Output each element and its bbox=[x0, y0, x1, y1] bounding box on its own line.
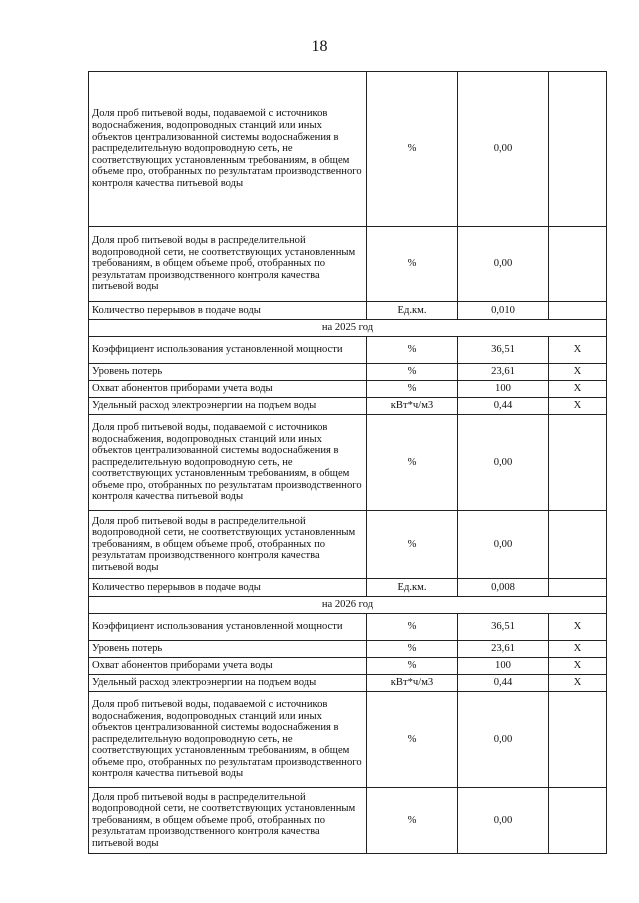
indicator-name: Охват абонентов приборами учета воды bbox=[89, 381, 367, 398]
indicator-name: Доля проб питьевой воды, подаваемой с источников водоснабжения, водопроводных станций или иных объектов централизованной системы водоснабжения в распределительную водопроводную сеть, не соответствующих установленным требованиям, в общем объеме про, отобранных по результатам производственного контроля качества питьевой воды bbox=[89, 72, 367, 227]
unit-cell: % bbox=[367, 227, 458, 302]
indicator-name: Количество перерывов в подаче воды bbox=[89, 302, 367, 320]
indicator-name: Коэффициент использования установленной мощности bbox=[89, 337, 367, 364]
value-cell: 0,00 bbox=[458, 692, 549, 788]
mark-cell bbox=[549, 227, 607, 302]
table-row bbox=[89, 614, 607, 641]
unit-cell: % bbox=[367, 72, 458, 227]
indicator-name: Удельный расход электроэнергии на подъем воды bbox=[89, 675, 367, 692]
indicator-name: Уровень потерь bbox=[89, 364, 367, 381]
unit-cell: % bbox=[367, 364, 458, 381]
value-cell: 100 bbox=[458, 381, 549, 398]
mark-cell: X bbox=[549, 614, 607, 641]
mark-cell bbox=[549, 415, 607, 511]
mark-cell: X bbox=[549, 381, 607, 398]
indicator-name: Количество перерывов в подаче воды bbox=[89, 579, 367, 597]
year-label: на 2025 год bbox=[89, 320, 607, 337]
indicator-name: Доля проб питьевой воды в распределительной водопроводной сети, не соответствующих установленным требованиям, в общем объеме проб, отобранных по результатам производственного контроля качества питьевой воды bbox=[89, 511, 367, 579]
value-cell: 36,51 bbox=[458, 614, 549, 641]
indicator-name: Уровень потерь bbox=[89, 641, 367, 658]
mark-cell: X bbox=[549, 364, 607, 381]
indicator-name: Удельный расход электроэнергии на подъем воды bbox=[89, 398, 367, 415]
value-cell: 0,44 bbox=[458, 675, 549, 692]
unit-cell: % bbox=[367, 692, 458, 788]
mark-cell: X bbox=[549, 337, 607, 364]
table-row bbox=[89, 415, 607, 511]
indicator-name: Охват абонентов приборами учета воды bbox=[89, 658, 367, 675]
unit-cell: Ед.км. bbox=[367, 302, 458, 320]
mark-cell: X bbox=[549, 641, 607, 658]
value-cell: 100 bbox=[458, 658, 549, 675]
indicator-name: Коэффициент использования установленной мощности bbox=[89, 614, 367, 641]
table-row bbox=[89, 658, 607, 675]
unit-cell: % bbox=[367, 614, 458, 641]
indicator-name: Доля проб питьевой воды, подаваемой с источников водоснабжения, водопроводных станций или иных объектов централизованной системы водоснабжения в распределительную водопроводную сеть, не соответствующих установленным требованиям, в общем объеме про, отобранных по результатам производственного контроля качества питьевой воды bbox=[89, 692, 367, 788]
table-row bbox=[89, 788, 607, 854]
indicator-name: Доля проб питьевой воды в распределительной водопроводной сети, не соответствующих установленным требованиям, в общем объеме проб, отобранных по результатам производственного контроля качества питьевой воды bbox=[89, 227, 367, 302]
unit-cell: % bbox=[367, 415, 458, 511]
year-label: на 2026 год bbox=[89, 597, 607, 614]
unit-cell: % bbox=[367, 641, 458, 658]
value-cell: 23,61 bbox=[458, 364, 549, 381]
table-row bbox=[89, 511, 607, 579]
mark-cell: X bbox=[549, 658, 607, 675]
mark-cell bbox=[549, 72, 607, 227]
value-cell: 0,00 bbox=[458, 788, 549, 854]
mark-cell: X bbox=[549, 675, 607, 692]
year-header-row bbox=[89, 320, 607, 337]
mark-cell bbox=[549, 788, 607, 854]
value-cell: 0,010 bbox=[458, 302, 549, 320]
unit-cell: кВт*ч/м3 bbox=[367, 675, 458, 692]
mark-cell bbox=[549, 692, 607, 788]
value-cell: 23,61 bbox=[458, 641, 549, 658]
value-cell: 36,51 bbox=[458, 337, 549, 364]
unit-cell: % bbox=[367, 381, 458, 398]
indicators-table-body bbox=[89, 72, 607, 854]
indicator-name: Доля проб питьевой воды, подаваемой с источников водоснабжения, водопроводных станций или иных объектов централизованной системы водоснабжения в распределительную водопроводную сеть, не соответствующих установленным требованиям, в общем объеме про, отобранных по результатам производственного контроля качества питьевой воды bbox=[89, 415, 367, 511]
table-row bbox=[89, 398, 607, 415]
value-cell: 0,00 bbox=[458, 511, 549, 579]
mark-cell bbox=[549, 302, 607, 320]
table-row bbox=[89, 692, 607, 788]
table-row bbox=[89, 72, 607, 227]
value-cell: 0,008 bbox=[458, 579, 549, 597]
indicator-name: Доля проб питьевой воды в распределительной водопроводной сети, не соответствующих установленным требованиям, в общем объеме проб, отобранных по результатам производственного контроля качества питьевой воды bbox=[89, 788, 367, 854]
mark-cell bbox=[549, 579, 607, 597]
value-cell: 0,00 bbox=[458, 72, 549, 227]
unit-cell: % bbox=[367, 658, 458, 675]
table-row bbox=[89, 227, 607, 302]
value-cell: 0,00 bbox=[458, 415, 549, 511]
unit-cell: Ед.км. bbox=[367, 579, 458, 597]
table-row bbox=[89, 579, 607, 597]
table-row bbox=[89, 337, 607, 364]
mark-cell: X bbox=[549, 398, 607, 415]
indicators-table bbox=[88, 71, 607, 854]
table-row bbox=[89, 641, 607, 658]
value-cell: 0,44 bbox=[458, 398, 549, 415]
page-number: 18 bbox=[311, 38, 328, 55]
unit-cell: % bbox=[367, 788, 458, 854]
unit-cell: % bbox=[367, 337, 458, 364]
table-row bbox=[89, 364, 607, 381]
table-row bbox=[89, 675, 607, 692]
table-row bbox=[89, 302, 607, 320]
table-row bbox=[89, 381, 607, 398]
value-cell: 0,00 bbox=[458, 227, 549, 302]
mark-cell bbox=[549, 511, 607, 579]
unit-cell: кВт*ч/м3 bbox=[367, 398, 458, 415]
unit-cell: % bbox=[367, 511, 458, 579]
year-header-row bbox=[89, 597, 607, 614]
